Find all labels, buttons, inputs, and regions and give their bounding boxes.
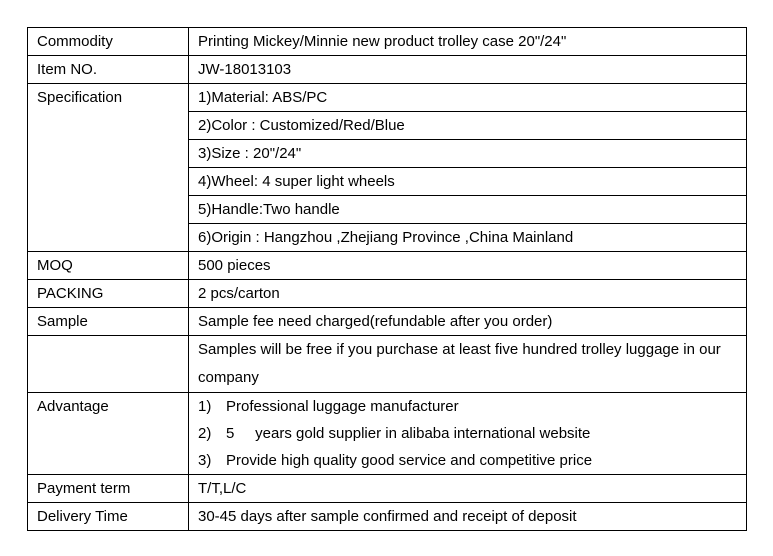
spec-handle: 5)Handle:Two handle bbox=[189, 196, 747, 224]
spec-origin: 6)Origin : Hangzhou ,Zhejiang Province ,China Mainland bbox=[189, 224, 747, 252]
advantage-item-text: Provide high quality good service and competitive price bbox=[226, 452, 593, 469]
sample-value: Sample fee need charged(refundable after you order) bbox=[189, 308, 747, 336]
advantage-label: Advantage bbox=[28, 393, 189, 475]
sample-note-empty-label bbox=[28, 336, 189, 393]
moq-label: MOQ bbox=[28, 252, 189, 280]
table-row bbox=[28, 252, 747, 280]
commodity-value: Printing Mickey/Minnie new product trolley case 20"/24" bbox=[189, 28, 747, 56]
payment-term-label: Payment term bbox=[28, 475, 189, 503]
table-row bbox=[28, 336, 747, 393]
spec-size: 3)Size : 20"/24" bbox=[189, 140, 747, 168]
moq-value: 500 pieces bbox=[189, 252, 747, 280]
table-row bbox=[28, 475, 747, 503]
item-no-label: Item NO. bbox=[28, 56, 189, 84]
advantage-item-number: 2) bbox=[198, 425, 212, 442]
advantage-item-text: 5 years gold supplier in alibaba international website bbox=[226, 425, 591, 442]
table-row bbox=[28, 280, 747, 308]
payment-term-value: T/T,L/C bbox=[189, 475, 747, 503]
packing-value: 2 pcs/carton bbox=[189, 280, 747, 308]
advantage-item-number: 3) bbox=[198, 452, 212, 469]
spec-material: 1)Material: ABS/PC bbox=[189, 84, 747, 112]
advantage-item bbox=[198, 420, 746, 447]
table-row bbox=[28, 503, 747, 531]
spec-wheel: 4)Wheel: 4 super light wheels bbox=[189, 168, 747, 196]
item-no-value: JW-18013103 bbox=[189, 56, 747, 84]
packing-label: PACKING bbox=[28, 280, 189, 308]
advantage-item bbox=[198, 447, 746, 474]
table-row bbox=[28, 308, 747, 336]
commodity-label: Commodity bbox=[28, 28, 189, 56]
advantage-item-text: Professional luggage manufacturer bbox=[226, 398, 459, 415]
delivery-time-value: 30-45 days after sample confirmed and receipt of deposit bbox=[189, 503, 747, 531]
delivery-time-label: Delivery Time bbox=[28, 503, 189, 531]
advantage-list bbox=[189, 393, 747, 475]
table-row bbox=[28, 28, 747, 56]
advantage-item bbox=[198, 393, 746, 420]
table-row bbox=[28, 84, 747, 112]
advantage-item-number: 1) bbox=[198, 398, 212, 415]
sample-label: Sample bbox=[28, 308, 189, 336]
table-row bbox=[28, 393, 747, 475]
product-spec-table bbox=[27, 27, 747, 531]
table-row bbox=[28, 56, 747, 84]
sample-note: Samples will be free if you purchase at least five hundred trolley luggage in our company bbox=[189, 336, 747, 393]
specification-label: Specification bbox=[28, 84, 189, 252]
spec-color: 2)Color : Customized/Red/Blue bbox=[189, 112, 747, 140]
